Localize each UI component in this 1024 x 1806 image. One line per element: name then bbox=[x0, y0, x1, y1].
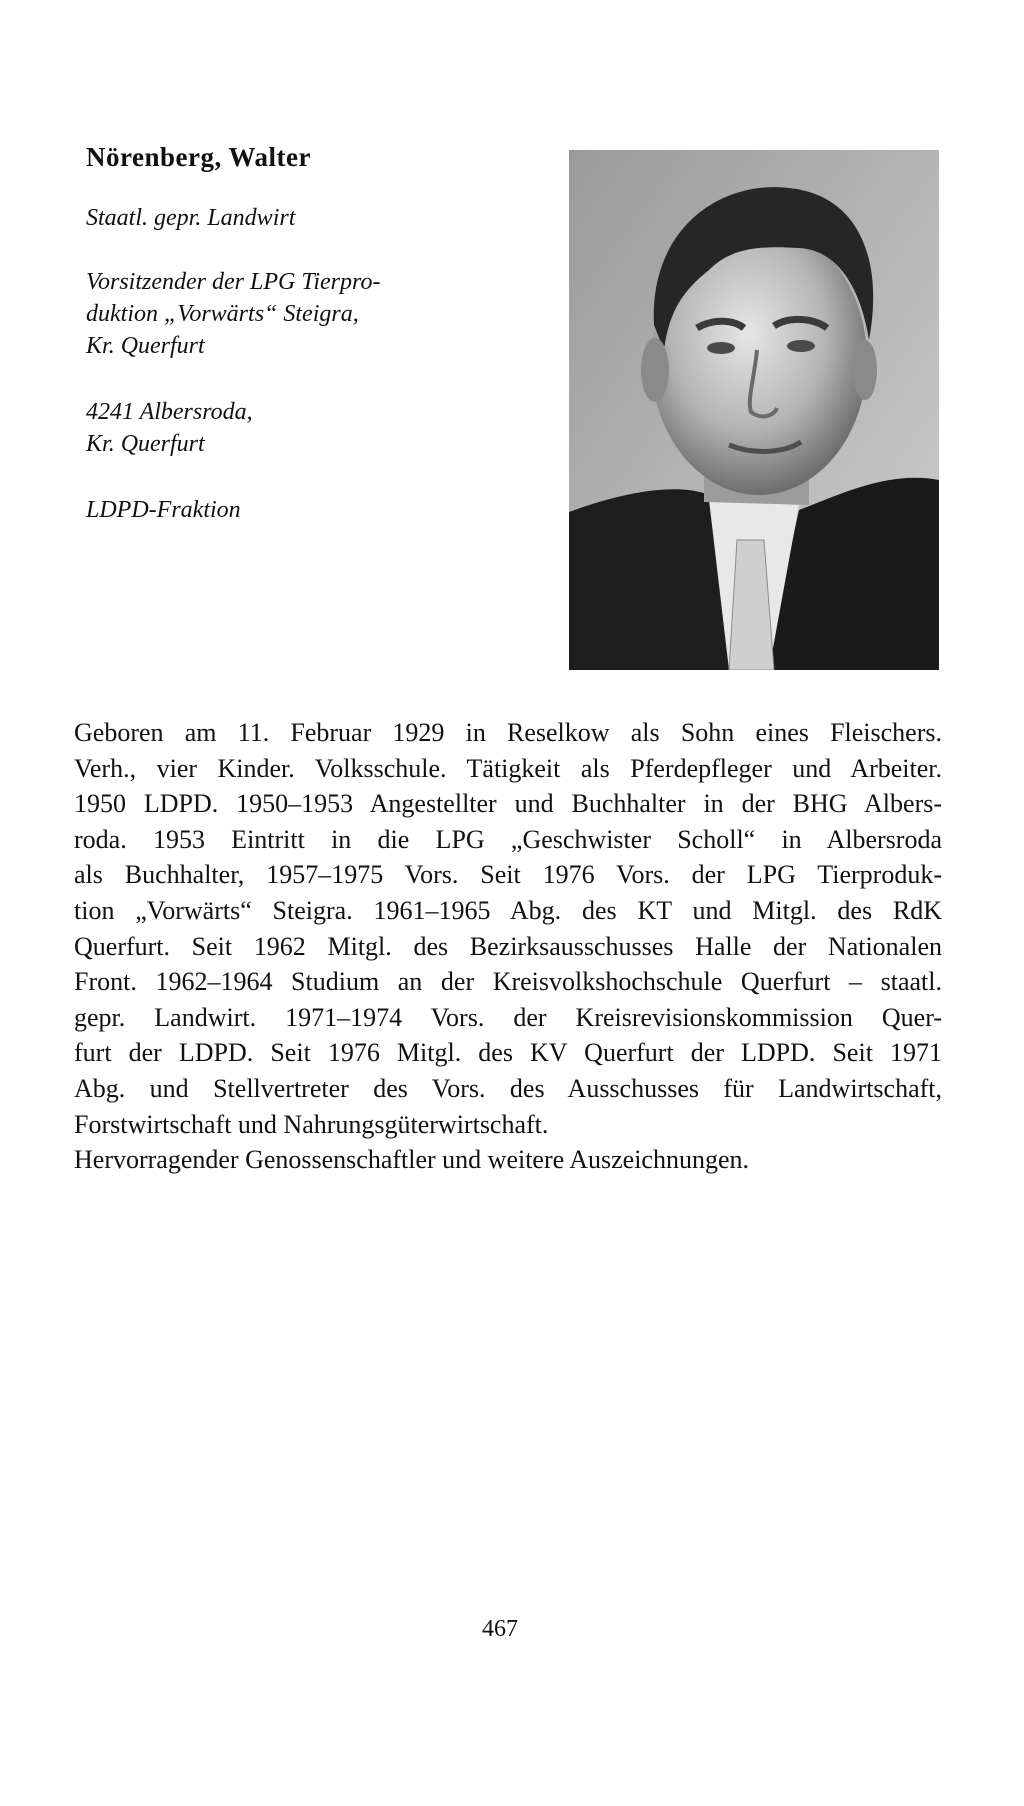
biography-line: Forstwirtschaft und Nahrungsgüterwirtschaft. bbox=[74, 1109, 549, 1139]
faction-text: LDPD-Fraktion bbox=[86, 497, 241, 523]
professional-title bbox=[86, 202, 506, 234]
biography-line: als Buchhalter, 1957–1975 Vors. Seit 1976 Vors. der LPG Tierproduk- bbox=[74, 860, 942, 890]
faction-block bbox=[86, 494, 506, 526]
biography bbox=[74, 715, 942, 1178]
biography-line: roda. 1953 Eintritt in die LPG „Geschwister Scholl“ in Albersroda bbox=[74, 824, 942, 854]
position-block bbox=[86, 266, 506, 362]
biography-line: Hervorragender Genossenschaftler und weitere Auszeichnungen. bbox=[74, 1145, 750, 1175]
professional-title-text: Staatl. gepr. Landwirt bbox=[86, 205, 296, 231]
biography-line: Querfurt. Seit 1962 Mitgl. des Bezirksausschusses Halle der Nationalen bbox=[74, 931, 942, 961]
biography-line: Front. 1962–1964 Studium an der Kreisvolkshochschule Querfurt – staatl. bbox=[74, 967, 942, 997]
biography-line: gepr. Landwirt. 1971–1974 Vors. der Kreisrevisionskommission Quer- bbox=[74, 1002, 942, 1032]
biography-line: 1950 LDPD. 1950–1953 Angestellter und Buchhalter in der BHG Albers- bbox=[74, 789, 942, 819]
portrait-image bbox=[569, 150, 939, 670]
position-line: Kr. Querfurt bbox=[86, 333, 205, 359]
position-line: Vorsitzender der LPG Tierpro- bbox=[86, 269, 381, 295]
page-number: 467 bbox=[482, 1616, 518, 1642]
person-name: Nörenberg, Walter bbox=[86, 142, 311, 172]
biography-line: tion „Vorwärts“ Steigra. 1961–1965 Abg. des KT und Mitgl. des RdK bbox=[74, 895, 942, 925]
biography-line: Verh., vier Kinder. Volksschule. Tätigkeit als Pferdepfleger und Arbeiter. bbox=[74, 753, 942, 783]
biography-line: Abg. und Stellvertreter des Vors. des Ausschusses für Landwirtschaft, bbox=[74, 1073, 942, 1103]
address-line: Kr. Querfurt bbox=[86, 431, 205, 457]
address-line: 4241 Albersroda, bbox=[86, 399, 253, 425]
biography-line: Geboren am 11. Februar 1929 in Reselkow als Sohn eines Fleischers. bbox=[74, 718, 942, 747]
address-block bbox=[86, 396, 506, 460]
biography-line: furt der LDPD. Seit 1976 Mitgl. des KV Querfurt der LDPD. Seit 1971 bbox=[74, 1038, 942, 1068]
position-line: duktion „Vorwärts“ Steigra, bbox=[86, 301, 359, 327]
portrait-photo bbox=[569, 150, 939, 670]
